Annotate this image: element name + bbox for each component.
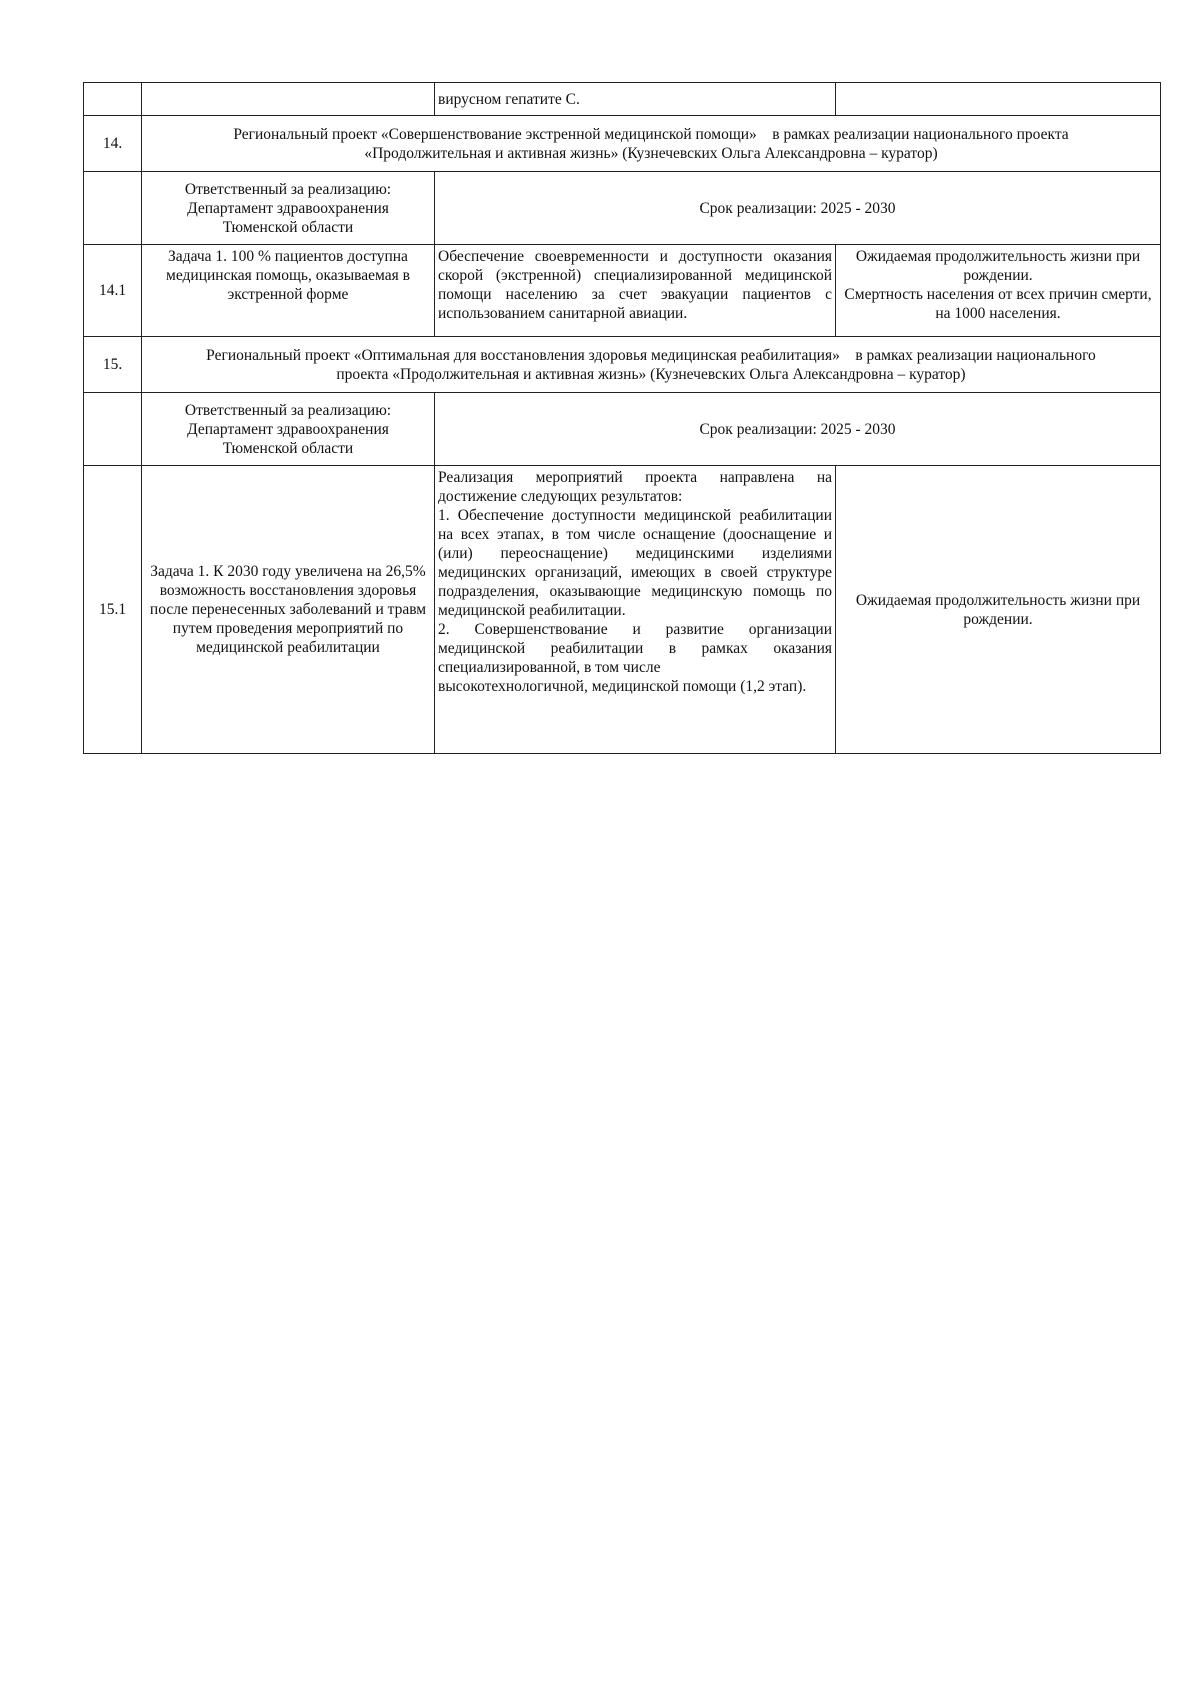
project-title-line: «Продолжительная и активная жизнь» (Кузнечевских Ольга Александровна – куратор) bbox=[364, 144, 938, 162]
measures-item: 1. Обеспечение доступности медицинской реабилитации на всех этапах, в том числе оснащение (дооснащение и (или) переоснащение) медицинскими изделиями медицинских организаций, имеющих в своей структуре подразделения, оказывающие медицинскую помощь по медицинской реабилитации. bbox=[438, 507, 832, 619]
project-title-line: Региональный проект «Совершенствование экстренной медицинской помощи» в рамках реализации национального проекта bbox=[233, 125, 1069, 143]
row-number-cell bbox=[84, 393, 142, 466]
measures-item: высокотехнологичной, медицинской помощи (1,2 этап). bbox=[438, 678, 807, 695]
measures-item: 2. Совершенствование и развитие организации медицинской реабилитации в рамках оказания специализированной, в том числе bbox=[438, 621, 832, 676]
responsible-row bbox=[84, 172, 1161, 245]
responsible-label: Ответственный за реализацию: bbox=[184, 180, 392, 198]
goal-cell bbox=[142, 83, 435, 116]
goal-cell: Задача 1. 100 % пациентов доступна медицинская помощь, оказываемая в экстренной форме bbox=[142, 245, 435, 337]
responsible-label: Ответственный за реализацию: bbox=[184, 401, 392, 419]
project-header-row bbox=[84, 116, 1161, 172]
measures-intro: Реализация мероприятий проекта направлена на достижение следующих результатов: bbox=[438, 469, 832, 505]
responsible-cell bbox=[142, 172, 435, 245]
indicator-cell bbox=[836, 245, 1161, 337]
responsible-row bbox=[84, 393, 1161, 466]
measures-cell: Обеспечение своевременности и доступности оказания скорой (экстренной) специализированной медицинской помощи населению за счет эвакуации пациентов с использованием санитарной авиации. bbox=[435, 245, 836, 337]
project-title-cell bbox=[142, 337, 1161, 393]
indicator-cell bbox=[836, 83, 1161, 116]
row-number-cell bbox=[84, 172, 142, 245]
period-cell: Срок реализации: 2025 - 2030 bbox=[435, 172, 1161, 245]
responsible-cell bbox=[142, 393, 435, 466]
indicator-cell: Ожидаемая продолжительность жизни при рождении. bbox=[836, 466, 1161, 754]
task-number: 15.1 bbox=[84, 466, 142, 754]
measures-cell bbox=[435, 466, 836, 754]
task-number: 14.1 bbox=[84, 245, 142, 337]
indicator-text: Ожидаемая продолжительность жизни при рождении. bbox=[855, 248, 1141, 284]
responsible-region: Тюменской области bbox=[222, 439, 354, 457]
project-title-cell bbox=[142, 116, 1161, 172]
period-cell: Срок реализации: 2025 - 2030 bbox=[435, 393, 1161, 466]
goal-cell: Задача 1. К 2030 году увеличена на 26,5% возможность восстановления здоровья после перенесенных заболеваний и травм путем проведения мероприятий по медицинской реабилитации bbox=[142, 466, 435, 754]
measures-cell bbox=[435, 83, 836, 116]
indicator-text: Смертность населения от всех причин смерти, на 1000 населения. bbox=[844, 286, 1152, 322]
project-number: 14. bbox=[84, 116, 142, 172]
responsible-department: Департамент здравоохранения bbox=[187, 420, 389, 438]
measures-text: вирусном гепатите С. bbox=[438, 90, 580, 108]
task-row bbox=[84, 466, 1161, 754]
project-title-line: проекта «Продолжительная и активная жизнь» (Кузнечевских Ольга Александровна – куратор) bbox=[336, 365, 966, 383]
project-header-row bbox=[84, 337, 1161, 393]
project-number: 15. bbox=[84, 337, 142, 393]
responsible-region: Тюменской области bbox=[222, 218, 354, 236]
program-table bbox=[83, 82, 1161, 754]
project-title-line: Региональный проект «Оптимальная для восстановления здоровья медицинская реабилитация» в рамках реализации национального bbox=[206, 346, 1096, 364]
responsible-department: Департамент здравоохранения bbox=[187, 199, 389, 217]
table-row bbox=[84, 83, 1161, 116]
row-number-cell bbox=[84, 83, 142, 116]
task-row bbox=[84, 245, 1161, 337]
